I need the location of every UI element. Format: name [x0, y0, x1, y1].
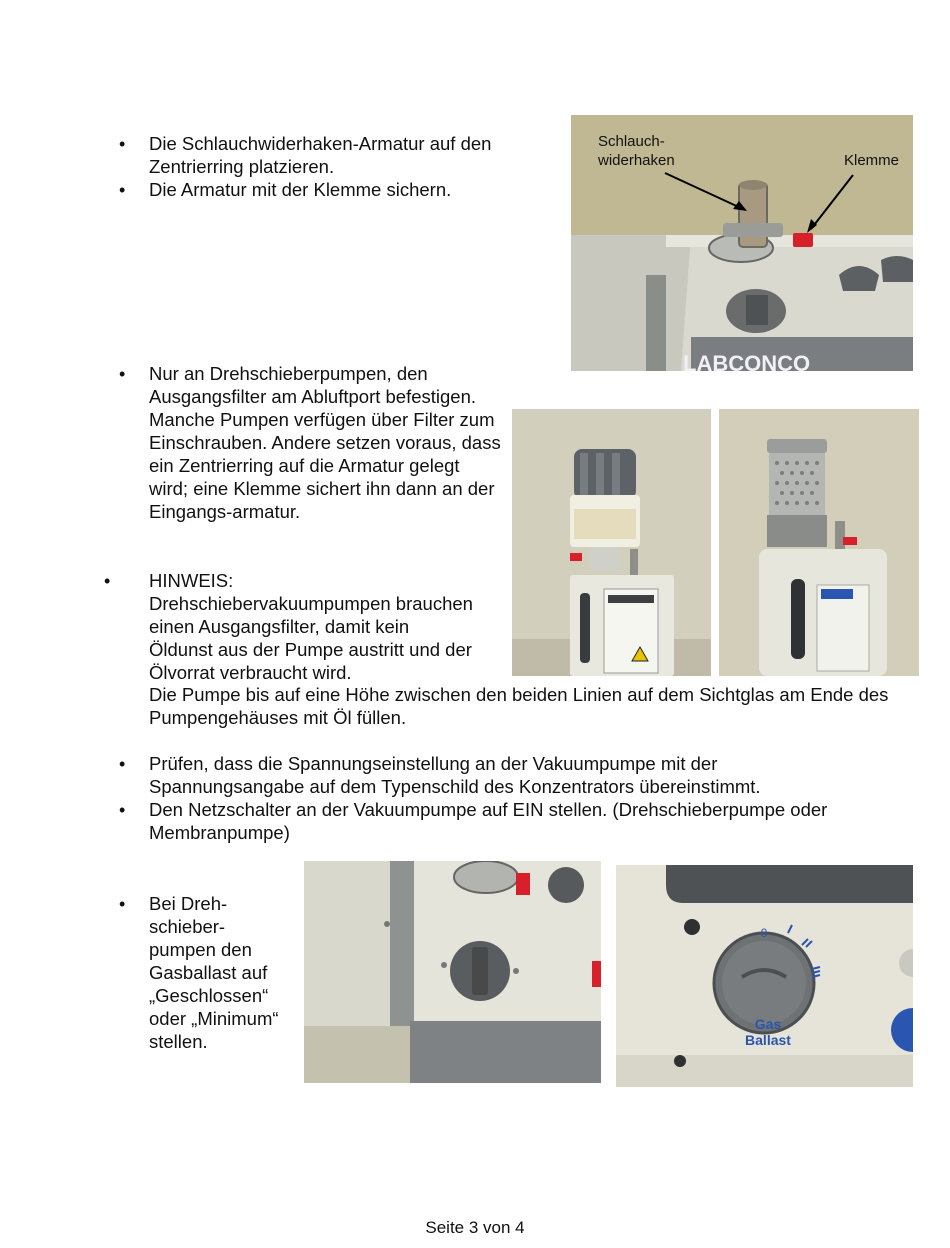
- instruction-gas-ballast: [149, 892, 279, 1053]
- ballast-label: Ballast: [745, 1032, 791, 1048]
- instruction-power-switch: Den Netzschalter an der Vakuumpumpe auf EIN stellen. (Drehschieberpumpe oder Membranpumpe): [149, 799, 828, 843]
- gas-ballast-line: Bei Dreh-: [149, 893, 228, 914]
- bullet-dot-icon: •: [119, 180, 126, 200]
- photo-gas-ballast-knob: [616, 865, 913, 1087]
- gas-ballast-line: oder „Minimum“: [149, 1008, 279, 1029]
- bullet-dot-icon: •: [119, 364, 126, 384]
- note-heading: HINWEIS:: [149, 570, 234, 591]
- gas-label: Gas: [754, 1016, 782, 1032]
- pump-brand-label: LABCONCO: [683, 351, 811, 371]
- photo-barb-fitting-clamp: [571, 115, 913, 371]
- bullet-dot-icon: •: [104, 571, 111, 591]
- gas-ballast-line: schieber-: [149, 916, 226, 937]
- note-oil-fill: Die Pumpe bis auf eine Höhe zwischen den beiden Linien auf dem Sichtglas am Ende des Pumpengehäuses mit Öl füllen.: [149, 684, 889, 728]
- svg-text:0: 0: [760, 926, 768, 940]
- note-line: Öldunst aus der Pumpe austritt und der: [149, 639, 472, 660]
- bullet-dot-icon: •: [119, 800, 126, 820]
- instruction-secure-clamp: Die Armatur mit der Klemme sichern.: [149, 179, 452, 200]
- bullet-dot-icon: •: [119, 754, 126, 774]
- photo-pump-mesh-filter: [719, 409, 919, 676]
- instruction-barb-fitting: Die Schlauchwiderhaken-Armatur auf den Zentrierring platzieren.: [149, 133, 492, 177]
- note-line: einen Ausgangsfilter, damit kein: [149, 616, 410, 637]
- photo-pump-screw-filter: [512, 409, 711, 676]
- page-footer: Seite 3 von 4: [425, 1218, 525, 1237]
- gas-ballast-line: pumpen den: [149, 939, 252, 960]
- instruction-check-voltage: Prüfen, dass die Spannungseinstellung an der Vakuumpumpe mit der Spannungsangabe auf dem Typenschild des Konzentrators übereinstimmt.: [149, 753, 761, 797]
- bullet-dot-icon: •: [119, 894, 126, 914]
- gas-ballast-line: Gasballast auf: [149, 962, 268, 983]
- photo-pump-top-ballast: [304, 861, 601, 1083]
- note-line: Drehschiebervakuumpumpen brauchen: [149, 593, 473, 614]
- note-line: Ölvorrat verbraucht wird.: [149, 662, 352, 683]
- gas-ballast-line: stellen.: [149, 1031, 208, 1052]
- label-barb-line2: widerhaken: [598, 152, 675, 169]
- instruction-exhaust-filter: Nur an Drehschieberpumpen, den Ausgangsfilter am Abluftport befestigen. Manche Pumpen verfügen über Filter zum Einschrauben. Andere setzen voraus, dass ein Zentrierring auf die Armatur gelegt wird; eine Klemme sichert ihn dann an der Eingangs-armatur.: [149, 363, 501, 522]
- label-clamp: Klemme: [844, 152, 900, 169]
- bullet-dot-icon: •: [119, 134, 126, 154]
- label-barb: Schlauch-: [598, 133, 665, 150]
- gas-ballast-line: „Geschlossen“: [149, 985, 269, 1006]
